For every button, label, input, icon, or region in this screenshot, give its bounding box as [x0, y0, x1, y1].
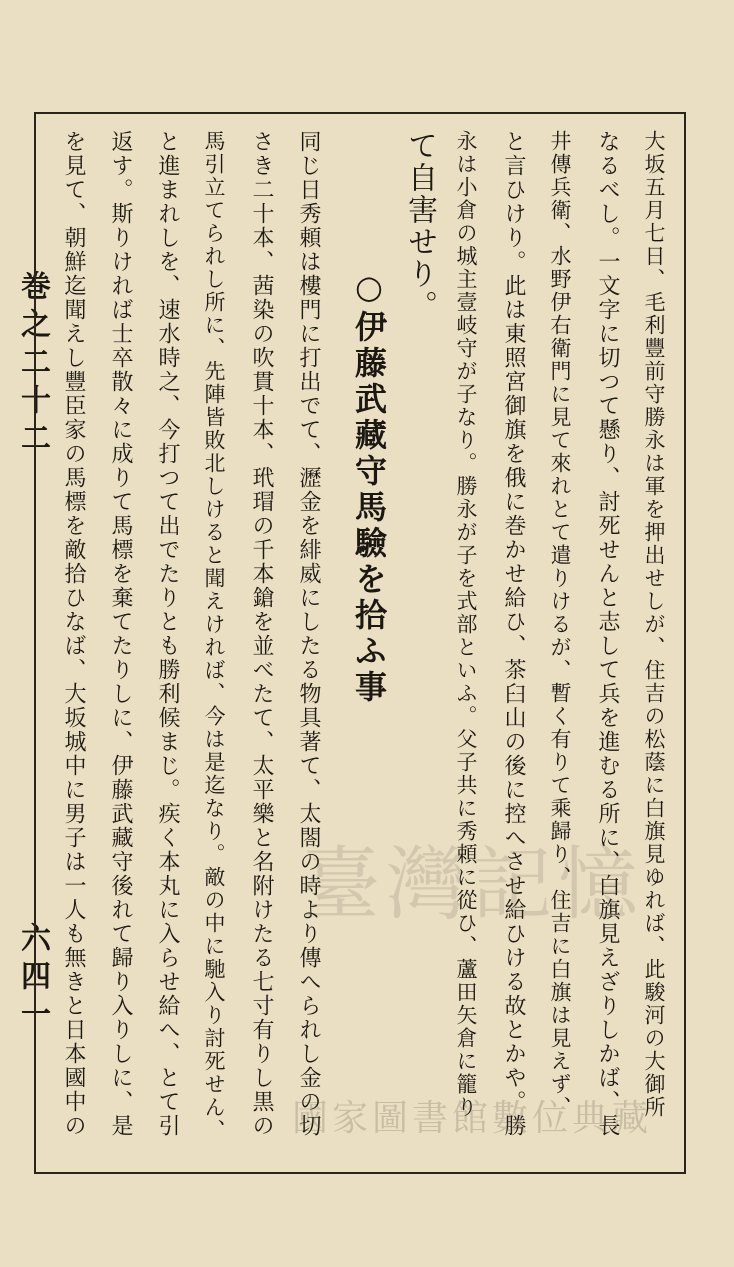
page-number: 六四一 [15, 922, 50, 1036]
text-column: 返す。斯りければ士卒散々に成りて馬標を棄てたりしに、伊藤武藏守後れて歸り入りしに、是 [108, 130, 133, 1138]
text-column: と言ひけり。此は東照宮御旗を俄に巻かせ給ひ、茶臼山の後に控へさせ給ひける故とかや。勝 [501, 130, 526, 1138]
text-column: と進まれしを、速水時之、今打つて出でたりとも勝利候まじ。疾く本丸に入らせ給へ、とて引 [155, 130, 180, 1138]
text-column: て自害せり。 [402, 130, 437, 322]
section-heading: ○伊藤武藏守馬驗を拾ふ事 [350, 268, 388, 706]
text-column: 永は小倉の城主壹岐守が子なり。勝永が子を式部といふ。父子共に秀頼に從ひ、蘆田矢倉に籠り [454, 130, 478, 1119]
volume-label: 巻之二十二 [15, 270, 50, 460]
text-column: なるべし。一文字に切つて懸り、討死せんと志して兵を進むる所に、白旗見えざりしかば、長 [595, 130, 620, 1138]
text-column: 馬引立てられし所に、先陣皆敗北しけると聞えければ、今は是迄なり。敵の中に馳入り討死せん、 [202, 130, 226, 1142]
watermark-logo-text: 臺灣記憶 [300, 838, 644, 931]
text-column: さき二十本、茜染の吹貫十本、玳瑁の千本鎗を並べたて、太平樂と名附けたる七寸有りし黒の [249, 130, 274, 1138]
text-column: 同じ日秀頼は樓門に打出でて、瀝金を緋威にしたる物具著て、太閤の時より傳へられし金の切 [296, 130, 321, 1138]
text-column: を見て、朝鮮迄聞えし豐臣家の馬標を敵拾ひなば、大坂城中に男子は一人も無きと日本國中の [61, 130, 86, 1138]
text-column: 大坂五月七日、毛利豐前守勝永は軍を押出せしが、住吉の松蔭に白旗見ゆれば、此駿河の大御所 [642, 130, 666, 1119]
watermark-text: 國家圖書館數位典藏 [292, 1098, 653, 1139]
text-column: 井傳兵衛、水野伊右衛門に見て來れとて遣りけるが、暫く有りて乘歸り、住吉に白旗は見えず、 [548, 130, 572, 1119]
